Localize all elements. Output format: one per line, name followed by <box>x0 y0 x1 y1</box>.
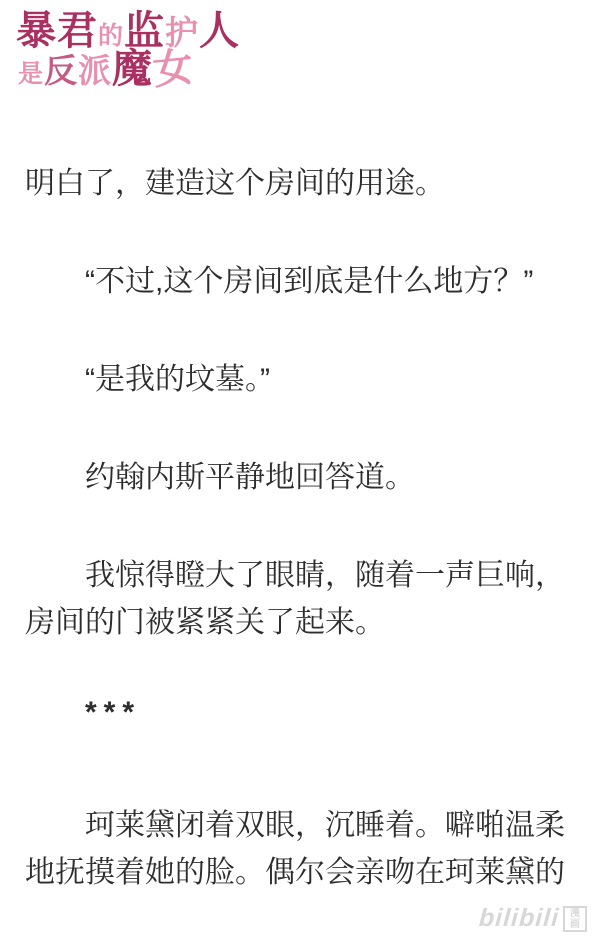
story-text <box>0 160 600 896</box>
logo-line-2 <box>18 42 240 95</box>
logo-char: 魔 <box>112 45 154 92</box>
text-line: 珂莱黛闭着双眼，沉睡着。噼啪温柔 <box>85 809 565 842</box>
text-line: 房间的门被紧紧关了起来。 <box>25 606 385 639</box>
paragraph <box>25 802 575 896</box>
text-line: 约翰内斯平静地回答道。 <box>85 461 415 494</box>
logo-char: 是 <box>18 59 45 88</box>
logo-char: 的 <box>98 21 125 50</box>
logo-char: 反 <box>44 51 79 90</box>
logo-char: 监 <box>124 7 166 54</box>
paragraph <box>25 258 575 305</box>
text-line: 明白了，建造这个房间的用途。 <box>25 167 445 200</box>
logo-char: 护 <box>165 13 200 52</box>
seal-char-top: 漫 <box>570 907 580 919</box>
text-line: “不过,这个房间到底是什么地方？” <box>85 265 534 298</box>
text-line: 地抚摸着她的脸。偶尔会亲吻在珂莱黛的 <box>25 856 565 889</box>
paragraph <box>25 160 575 207</box>
paragraph <box>25 356 575 403</box>
paragraph <box>25 454 575 501</box>
bilibili-watermark <box>479 904 587 933</box>
section-divider <box>25 689 575 736</box>
bilibili-logo-text: bilibili <box>477 904 561 932</box>
logo-char: 派 <box>78 51 113 90</box>
logo-char: 女 <box>150 42 197 95</box>
series-logo <box>16 7 241 95</box>
text-line: “是我的坟墓。” <box>85 363 270 396</box>
logo-char: 人 <box>199 7 241 54</box>
seal-char-bottom: 画 <box>570 918 580 930</box>
divider-stars: *** <box>85 696 142 729</box>
text-line: 我惊得瞪大了眼睛，随着一声巨响， <box>85 559 565 592</box>
logo-char: 君 <box>57 7 98 54</box>
paragraph <box>25 552 575 646</box>
logo-char: 暴 <box>16 7 57 54</box>
manhua-seal-icon <box>563 906 587 932</box>
